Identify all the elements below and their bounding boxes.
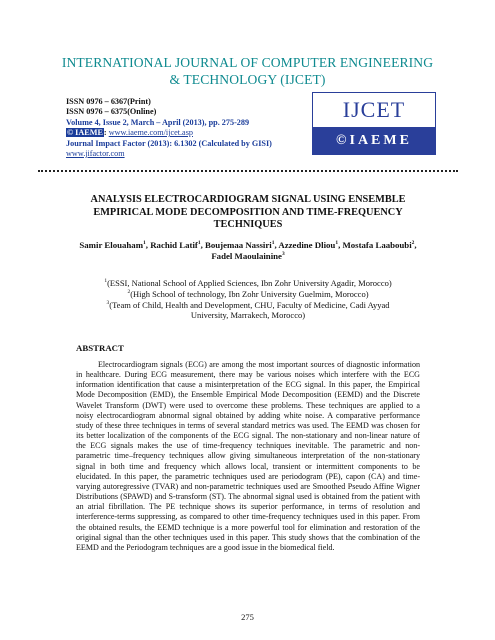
paper-title-line2: EMPIRICAL MODE DECOMPOSITION AND TIME-FREQUENCY bbox=[93, 206, 403, 218]
iaeme-separator: : bbox=[103, 128, 107, 138]
jifactor-url-link[interactable]: www.jifactor.com bbox=[66, 149, 125, 159]
paper-title bbox=[66, 194, 430, 232]
paper-title-line3: TECHNIQUES bbox=[213, 219, 283, 231]
author-name: Boujemaa Nassiri bbox=[205, 240, 272, 250]
journal-meta bbox=[66, 97, 326, 159]
author-name: Samir Elouaham bbox=[79, 240, 144, 250]
affiliation-text: (Team of Child, Health and Development, CHU, Faculty of Medicine, Cadi Ayyad University, Marrakech, Morocco) bbox=[109, 299, 390, 321]
journal-title-line2: & TECHNOLOGY (IJCET) bbox=[169, 72, 326, 87]
affiliation-mark: 2 bbox=[127, 288, 131, 295]
volume-info: Volume 4, Issue 2, March – April (2013), pp. 275-289 bbox=[66, 117, 250, 127]
author-affiliation-mark: 1 bbox=[143, 240, 146, 247]
author-affiliation-mark: 1 bbox=[197, 240, 201, 247]
affiliation-list bbox=[92, 278, 404, 321]
affiliation-1 bbox=[92, 278, 404, 289]
affiliation-text: (ESSI, National School of Applied Sciences, Ibn Zohr University Agadir, Morocco) bbox=[107, 278, 392, 288]
abstract-heading: ABSTRACT bbox=[76, 343, 124, 353]
iaeme-logo-text: ©IAEME bbox=[313, 127, 435, 154]
iaeme-line bbox=[66, 128, 326, 138]
impact-factor: Journal Impact Factor (2013): 6.1302 (Calculated by GISI) bbox=[66, 138, 272, 148]
abstract-body: Electrocardiogram signals (ECG) are among the most important sources of diagnostic information in healthcare. During ECG measurement, there may be various noises which interfere with the ECG information identification that cause a misinterpretation of the ECG signal. In this paper, the Empirical Mode Decomposition (EMD), the Ensemble Empirical Mode Decomposition (EEMD) and the Discrete Wavelet Transform (DWT) were used to overcome these problems. These techniques are applied to a noisy electrocardiogram abnormal signal obtained by adding white noise. A comparative performance study of these three techniques in terms of several standard metrics was used. The EEMD was chosen for its better localization of the components of the ECG signal. The non-stationary and non-linear nature of the ECG signals makes the use of time-frequency techniques inevitable. The parametric and non-parametric time–frequency techniques allow giving simultaneous interpretation of the non-stationary signal in both time and frequency which allows local, transient or intermittent components to be elucidated. In this paper, the parametric techniques used are periodogram (PE), capon (CA) and time-varying autoregressive (TVAR) and non-parametric techniques used are Smoothed Pseudo Affine Wigner Distributions (SPAWD) and S-transform (ST). The abnormal signal used is obtained from the patient with an atrial fibrillation. The PE technique shows its superior performance, in terms of resolution and interference-terms suppressing, as compared to other time-frequency techniques used in this paper. From the obtained results, the EEMD technique is a more powerful tool for elimination and restoration of the original signal than the other techniques used in this paper. This study shows that the combination of the EEMD and the Periodogram techniques are a good issue in the biomedical field. bbox=[76, 360, 420, 552]
iaeme-url-link[interactable]: www.iaeme.com/ijcet.asp bbox=[108, 128, 193, 138]
affiliation-3 bbox=[92, 300, 404, 322]
affiliation-text: (High School of technology, Ibn Zohr University Guelmim, Morocco) bbox=[130, 288, 369, 299]
author-affiliation-mark: 2 bbox=[411, 240, 415, 247]
author-affiliation-mark: 1 bbox=[335, 240, 339, 247]
issn-print: ISSN 0976 – 6367(Print) bbox=[66, 97, 151, 106]
author-name: Fadel Maoulainine bbox=[211, 251, 282, 262]
issn-online: ISSN 0976 – 6375(Online) bbox=[66, 107, 157, 117]
ijcet-logo bbox=[312, 92, 436, 155]
author-name: Azzedine Dliou bbox=[278, 240, 336, 250]
author-affiliation-mark: 3 bbox=[281, 251, 285, 258]
journal-title-line1: INTERNATIONAL JOURNAL OF COMPUTER ENGINEERING bbox=[61, 55, 434, 70]
affiliation-mark: 1 bbox=[104, 278, 108, 285]
ijcet-logo-text: IJCET bbox=[313, 93, 435, 127]
paper-title-line1: ANALYSIS ELECTROCARDIOGRAM SIGNAL USING ENSEMBLE bbox=[90, 194, 406, 205]
affiliation-mark: 3 bbox=[106, 299, 110, 306]
header-divider bbox=[38, 170, 458, 172]
affiliation-2 bbox=[92, 289, 404, 300]
page-number: 275 bbox=[241, 612, 254, 622]
author-name: Rachid Latif bbox=[150, 240, 198, 250]
author-affiliation-mark: 1 bbox=[271, 240, 275, 247]
author-list: Samir Elouaham$^1$, Rachid Latif$^1$, Boujemaa Nassiri$^1$, Azzedine Dliou$^1$, Mostafa Laaboubi$^2$, Fadel Maoulainine$^3$ bbox=[79, 240, 417, 262]
journal-title bbox=[30, 54, 465, 88]
iaeme-badge: © IAEME bbox=[67, 128, 103, 138]
author-name: Mostafa Laaboubi bbox=[342, 240, 412, 250]
